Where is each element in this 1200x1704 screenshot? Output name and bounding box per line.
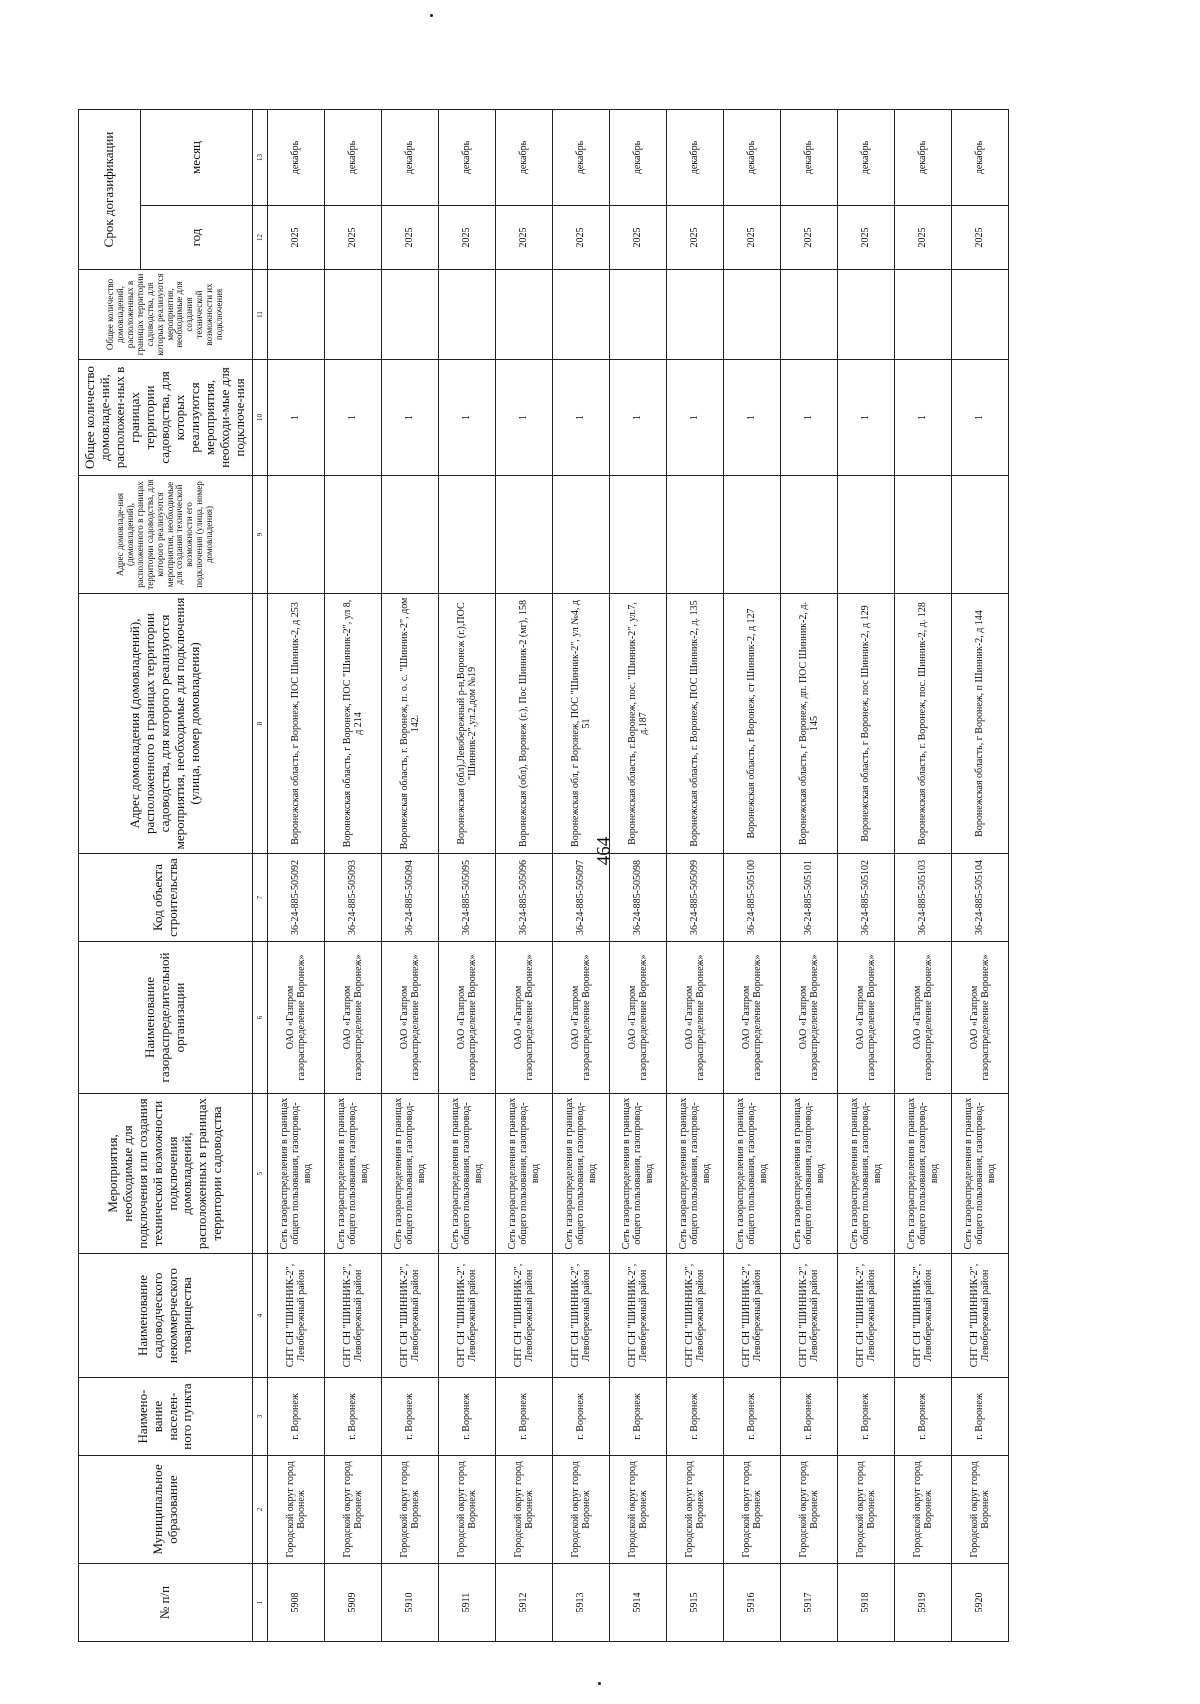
settlement-cell: г. Воронеж xyxy=(895,1378,952,1456)
gas-org-cell: ОАО «Газпром газораспределение Воронеж» xyxy=(439,942,496,1094)
gas-org-cell: ОАО «Газпром газораспределение Воронеж» xyxy=(895,942,952,1094)
table-row xyxy=(268,110,325,1642)
count-connection-cell: 1 xyxy=(781,360,838,476)
column-number: 13 xyxy=(253,110,268,206)
table-row xyxy=(496,110,553,1642)
address-cell: Воронежская область, г Воронеж, пос Шинник-2, д 129 xyxy=(838,594,895,854)
header-gas-org: Наименование газораспределительной организации xyxy=(79,942,253,1094)
count-connection-cell: 1 xyxy=(724,360,781,476)
gas-org-cell: ОАО «Газпром газораспределение Воронеж» xyxy=(724,942,781,1094)
header-snt: Наименование садоводческого некоммерческого товарищества xyxy=(79,1254,253,1378)
count-connection-cell: 1 xyxy=(952,360,1009,476)
address-cell: Воронежская область, г. Воронеж, пос. Шинник-2, д. 128 xyxy=(895,594,952,854)
object-code-cell: 36-24-885-505095 xyxy=(439,854,496,942)
row-number: 5914 xyxy=(610,1564,667,1642)
gas-org-cell: ОАО «Газпром газораспределение Воронеж» xyxy=(268,942,325,1094)
snt-cell: СНТ СН "ШИННИК-2", Левобережный район xyxy=(496,1254,553,1378)
count-connection-cell: 1 xyxy=(325,360,382,476)
table-row xyxy=(382,110,439,1642)
municipality-cell: Городской округ город Воронеж xyxy=(610,1456,667,1564)
table-row xyxy=(781,110,838,1642)
column-number: 2 xyxy=(253,1456,268,1564)
settlement-cell: г. Воронеж xyxy=(382,1378,439,1456)
row-number: 5912 xyxy=(496,1564,553,1642)
table-row xyxy=(724,110,781,1642)
year-cell: 2025 xyxy=(325,206,382,270)
table-row xyxy=(439,110,496,1642)
municipality-cell: Городской округ город Воронеж xyxy=(724,1456,781,1564)
month-cell: декабрь xyxy=(895,110,952,206)
column-number: 6 xyxy=(253,942,268,1094)
column-number: 7 xyxy=(253,854,268,942)
count-connection-cell: 1 xyxy=(667,360,724,476)
count-connection-cell: 1 xyxy=(838,360,895,476)
row-number: 5915 xyxy=(667,1564,724,1642)
count-tech-cell xyxy=(895,270,952,360)
column-number: 11 xyxy=(253,270,268,360)
header-events: Мероприятия, необходимые для подключения или создания технической возможности подключения домовладений, расположенных в границах территории садоводства xyxy=(79,1094,253,1254)
address-tech-cell xyxy=(268,476,325,594)
address-tech-cell xyxy=(724,476,781,594)
event-cell: Сеть газораспределения в границах общего пользования, газопровод-ввод xyxy=(268,1094,325,1254)
year-cell: 2025 xyxy=(553,206,610,270)
month-cell: декабрь xyxy=(553,110,610,206)
gas-org-cell: ОАО «Газпром газораспределение Воронеж» xyxy=(553,942,610,1094)
count-connection-cell: 1 xyxy=(496,360,553,476)
event-cell: Сеть газораспределения в границах общего пользования, газопровод-ввод xyxy=(781,1094,838,1254)
event-cell: Сеть газораспределения в границах общего пользования, газопровод-ввод xyxy=(838,1094,895,1254)
row-number: 5917 xyxy=(781,1564,838,1642)
header-settlement: Наимено-вание населен-ного пункта xyxy=(79,1378,253,1456)
object-code-cell: 36-24-885-505094 xyxy=(382,854,439,942)
header-no: № п/п xyxy=(79,1564,253,1642)
rotated-table-container xyxy=(78,110,1124,1642)
object-code-cell: 36-24-885-505103 xyxy=(895,854,952,942)
column-number: 1 xyxy=(253,1564,268,1642)
year-cell: 2025 xyxy=(724,206,781,270)
month-cell: декабрь xyxy=(496,110,553,206)
year-cell: 2025 xyxy=(838,206,895,270)
municipality-cell: Городской округ город Воронеж xyxy=(838,1456,895,1564)
count-tech-cell xyxy=(667,270,724,360)
year-cell: 2025 xyxy=(952,206,1009,270)
row-number: 5919 xyxy=(895,1564,952,1642)
count-connection-cell: 1 xyxy=(610,360,667,476)
count-tech-cell xyxy=(439,270,496,360)
column-number: 5 xyxy=(253,1094,268,1254)
header-deadline: Срок догазификации xyxy=(79,110,141,270)
count-connection-cell: 1 xyxy=(553,360,610,476)
address-tech-cell xyxy=(781,476,838,594)
address-cell: Воронежская (обл), Воронеж (г.), Пос Шинник-2 (мг), 158 xyxy=(496,594,553,854)
snt-cell: СНТ СН "ШИННИК-2", Левобережный район xyxy=(268,1254,325,1378)
count-tech-cell xyxy=(838,270,895,360)
count-tech-cell xyxy=(952,270,1009,360)
gas-org-cell: ОАО «Газпром газораспределение Воронеж» xyxy=(781,942,838,1094)
object-code-cell: 36-24-885-505099 xyxy=(667,854,724,942)
address-cell: Воронежская область, г. Воронеж, ПОС Шинник-2, д. 135 xyxy=(667,594,724,854)
row-number: 5909 xyxy=(325,1564,382,1642)
count-tech-cell xyxy=(553,270,610,360)
settlement-cell: г. Воронеж xyxy=(610,1378,667,1456)
municipality-cell: Городской округ город Воронеж xyxy=(667,1456,724,1564)
year-cell: 2025 xyxy=(610,206,667,270)
row-number: 5918 xyxy=(838,1564,895,1642)
event-cell: Сеть газораспределения в границах общего пользования, газопровод-ввод xyxy=(724,1094,781,1254)
object-code-cell: 36-24-885-505101 xyxy=(781,854,838,942)
address-tech-cell xyxy=(895,476,952,594)
year-cell: 2025 xyxy=(382,206,439,270)
header-address-connection: Адрес домовладения (домовладений), расположенного в границах территории садоводства, для которого реализуются мероприятия, необходимые для подключения (улица, номер домовладения) xyxy=(79,594,253,854)
count-tech-cell xyxy=(724,270,781,360)
count-tech-cell xyxy=(268,270,325,360)
address-tech-cell xyxy=(838,476,895,594)
snt-cell: СНТ СН "ШИННИК-2", Левобережный район xyxy=(838,1254,895,1378)
event-cell: Сеть газораспределения в границах общего пользования, газопровод-ввод xyxy=(610,1094,667,1254)
settlement-cell: г. Воронеж xyxy=(952,1378,1009,1456)
settlement-cell: г. Воронеж xyxy=(325,1378,382,1456)
month-cell: декабрь xyxy=(382,110,439,206)
gas-org-cell: ОАО «Газпром газораспределение Воронеж» xyxy=(952,942,1009,1094)
settlement-cell: г. Воронеж xyxy=(553,1378,610,1456)
header-month: месяц xyxy=(141,110,253,206)
address-tech-cell xyxy=(496,476,553,594)
gas-org-cell: ОАО «Газпром газораспределение Воронеж» xyxy=(496,942,553,1094)
table-row xyxy=(325,110,382,1642)
row-number: 5920 xyxy=(952,1564,1009,1642)
address-cell: Воронежская обл, г Воронеж, ПОС "Шинник-2", ул №4, д 51 xyxy=(553,594,610,854)
address-cell: Воронежская область, г.Воронеж, пос. "Шинник-2", ул.7, д.187 xyxy=(610,594,667,854)
municipality-cell: Городской округ город Воронеж xyxy=(268,1456,325,1564)
header-address-tech: Адрес домовладе-ния (домовладений), расположенного в границах территории садоводства, для которого реализуются мероприятия, необходимые для создания технической возможности его подключения (улица, номер домовладения) xyxy=(79,476,253,594)
address-tech-cell xyxy=(382,476,439,594)
page-number: 464 xyxy=(593,836,615,866)
header-object-code: Код объекта строительства xyxy=(79,854,253,942)
address-tech-cell xyxy=(952,476,1009,594)
header-municipality: Муниципальное образование xyxy=(79,1456,253,1564)
address-tech-cell xyxy=(439,476,496,594)
scan-speck xyxy=(598,1682,601,1685)
address-cell: Воронежская область, г. Воронеж, п. о. с. "Шинник-2", дом 142. xyxy=(382,594,439,854)
municipality-cell: Городской округ город Воронеж xyxy=(325,1456,382,1564)
event-cell: Сеть газораспределения в границах общего пользования, газопровод-ввод xyxy=(952,1094,1009,1254)
municipality-cell: Городской округ город Воронеж xyxy=(553,1456,610,1564)
snt-cell: СНТ СН "ШИННИК-2", Левобережный район xyxy=(667,1254,724,1378)
gas-org-cell: ОАО «Газпром газораспределение Воронеж» xyxy=(382,942,439,1094)
gas-org-cell: ОАО «Газпром газораспределение Воронеж» xyxy=(325,942,382,1094)
count-tech-cell xyxy=(610,270,667,360)
snt-cell: СНТ СН "ШИННИК-2", Левобережный район xyxy=(553,1254,610,1378)
address-cell: Воронежская область, г Воронеж, ПОС Шинник-2, д 253 xyxy=(268,594,325,854)
row-number: 5913 xyxy=(553,1564,610,1642)
address-cell: Воронежская область, г Воронеж, дп. ПОС Шинник-2, д. 145 xyxy=(781,594,838,854)
count-connection-cell: 1 xyxy=(895,360,952,476)
snt-cell: СНТ СН "ШИННИК-2", Левобережный район xyxy=(325,1254,382,1378)
object-code-cell: 36-24-885-505096 xyxy=(496,854,553,942)
object-code-cell: 36-24-885-505097 xyxy=(553,854,610,942)
snt-cell: СНТ СН "ШИННИК-2", Левобережный район xyxy=(724,1254,781,1378)
count-tech-cell xyxy=(382,270,439,360)
year-cell: 2025 xyxy=(268,206,325,270)
month-cell: декабрь xyxy=(724,110,781,206)
header-count-tech: Общее количество домовладений, расположенных в границах территории садоводства, для которых реализуются мероприятия, необходимые для создания технической возможности их подключения xyxy=(79,270,253,360)
column-number: 3 xyxy=(253,1378,268,1456)
table-row xyxy=(952,110,1009,1642)
month-cell: декабрь xyxy=(952,110,1009,206)
address-cell: Воронежская область, г Воронеж, ПОС "Шинник-2", ул 8, д 214 xyxy=(325,594,382,854)
count-tech-cell xyxy=(325,270,382,360)
settlement-cell: г. Воронеж xyxy=(496,1378,553,1456)
column-number: 8 xyxy=(253,594,268,854)
count-connection-cell: 1 xyxy=(382,360,439,476)
snt-cell: СНТ СН "ШИННИК-2", Левобережный район xyxy=(610,1254,667,1378)
settlement-cell: г. Воронеж xyxy=(268,1378,325,1456)
header-count-connection: Общее количество домовладе-ний, расположен-ных в границах территории садоводства, для которых реализуются мероприятия, необходи-мые для подключе-ния xyxy=(79,360,253,476)
table-row xyxy=(610,110,667,1642)
object-code-cell: 36-24-885-505092 xyxy=(268,854,325,942)
count-tech-cell xyxy=(781,270,838,360)
address-cell: Воронежская (обл),Левобережный р-н,Воронеж (г.),ПОС "Шинник-2",ул.2,дом №19 xyxy=(439,594,496,854)
table-row xyxy=(667,110,724,1642)
row-number: 5910 xyxy=(382,1564,439,1642)
event-cell: Сеть газораспределения в границах общего пользования, газопровод-ввод xyxy=(439,1094,496,1254)
gasification-table xyxy=(78,109,1009,1642)
header-year: год xyxy=(141,206,253,270)
year-cell: 2025 xyxy=(895,206,952,270)
row-number: 5911 xyxy=(439,1564,496,1642)
row-number: 5916 xyxy=(724,1564,781,1642)
row-number: 5908 xyxy=(268,1564,325,1642)
municipality-cell: Городской округ город Воронеж xyxy=(895,1456,952,1564)
month-cell: декабрь xyxy=(838,110,895,206)
count-tech-cell xyxy=(496,270,553,360)
count-connection-cell: 1 xyxy=(439,360,496,476)
settlement-cell: г. Воронеж xyxy=(724,1378,781,1456)
address-tech-cell xyxy=(667,476,724,594)
event-cell: Сеть газораспределения в границах общего пользования, газопровод-ввод xyxy=(382,1094,439,1254)
event-cell: Сеть газораспределения в границах общего пользования, газопровод-ввод xyxy=(667,1094,724,1254)
column-number: 4 xyxy=(253,1254,268,1378)
snt-cell: СНТ СН "ШИННИК-2", Левобережный район xyxy=(439,1254,496,1378)
table-row xyxy=(553,110,610,1642)
object-code-cell: 36-24-885-505102 xyxy=(838,854,895,942)
column-number: 12 xyxy=(253,206,268,270)
month-cell: декабрь xyxy=(610,110,667,206)
event-cell: Сеть газораспределения в границах общего пользования, газопровод-ввод xyxy=(325,1094,382,1254)
object-code-cell: 36-24-885-505104 xyxy=(952,854,1009,942)
municipality-cell: Городской округ город Воронеж xyxy=(781,1456,838,1564)
year-cell: 2025 xyxy=(496,206,553,270)
month-cell: декабрь xyxy=(325,110,382,206)
month-cell: декабрь xyxy=(667,110,724,206)
municipality-cell: Городской округ город Воронеж xyxy=(952,1456,1009,1564)
year-cell: 2025 xyxy=(439,206,496,270)
address-tech-cell xyxy=(325,476,382,594)
snt-cell: СНТ СН "ШИННИК-2", Левобережный район xyxy=(952,1254,1009,1378)
object-code-cell: 36-24-885-505093 xyxy=(325,854,382,942)
month-cell: декабрь xyxy=(268,110,325,206)
object-code-cell: 36-24-885-505098 xyxy=(610,854,667,942)
address-cell: Воронежская область, г Воронеж, п Шинник-2, д 144 xyxy=(952,594,1009,854)
event-cell: Сеть газораспределения в границах общего пользования, газопровод-ввод xyxy=(895,1094,952,1254)
month-cell: декабрь xyxy=(439,110,496,206)
table-body xyxy=(268,110,1009,1642)
settlement-cell: г. Воронеж xyxy=(838,1378,895,1456)
municipality-cell: Городской округ город Воронеж xyxy=(439,1456,496,1564)
table-row xyxy=(895,110,952,1642)
count-connection-cell: 1 xyxy=(268,360,325,476)
snt-cell: СНТ СН "ШИННИК-2", Левобережный район xyxy=(382,1254,439,1378)
gas-org-cell: ОАО «Газпром газораспределение Воронеж» xyxy=(838,942,895,1094)
address-tech-cell xyxy=(610,476,667,594)
municipality-cell: Городской округ город Воронеж xyxy=(496,1456,553,1564)
year-cell: 2025 xyxy=(667,206,724,270)
gas-org-cell: ОАО «Газпром газораспределение Воронеж» xyxy=(667,942,724,1094)
snt-cell: СНТ СН "ШИННИК-2", Левобережный район xyxy=(895,1254,952,1378)
event-cell: Сеть газораспределения в границах общего пользования, газопровод-ввод xyxy=(496,1094,553,1254)
settlement-cell: г. Воронеж xyxy=(781,1378,838,1456)
snt-cell: СНТ СН "ШИННИК-2", Левобережный район xyxy=(781,1254,838,1378)
object-code-cell: 36-24-885-505100 xyxy=(724,854,781,942)
gas-org-cell: ОАО «Газпром газораспределение Воронеж» xyxy=(610,942,667,1094)
scan-speck xyxy=(430,14,433,17)
column-number: 10 xyxy=(253,360,268,476)
settlement-cell: г. Воронеж xyxy=(439,1378,496,1456)
settlement-cell: г. Воронеж xyxy=(667,1378,724,1456)
column-number: 9 xyxy=(253,476,268,594)
year-cell: 2025 xyxy=(781,206,838,270)
municipality-cell: Городской округ город Воронеж xyxy=(382,1456,439,1564)
address-tech-cell xyxy=(553,476,610,594)
event-cell: Сеть газораспределения в границах общего пользования, газопровод-ввод xyxy=(553,1094,610,1254)
table-row xyxy=(838,110,895,1642)
month-cell: декабрь xyxy=(781,110,838,206)
address-cell: Воронежская область, г Воронеж, ст Шинник-2, д 127 xyxy=(724,594,781,854)
